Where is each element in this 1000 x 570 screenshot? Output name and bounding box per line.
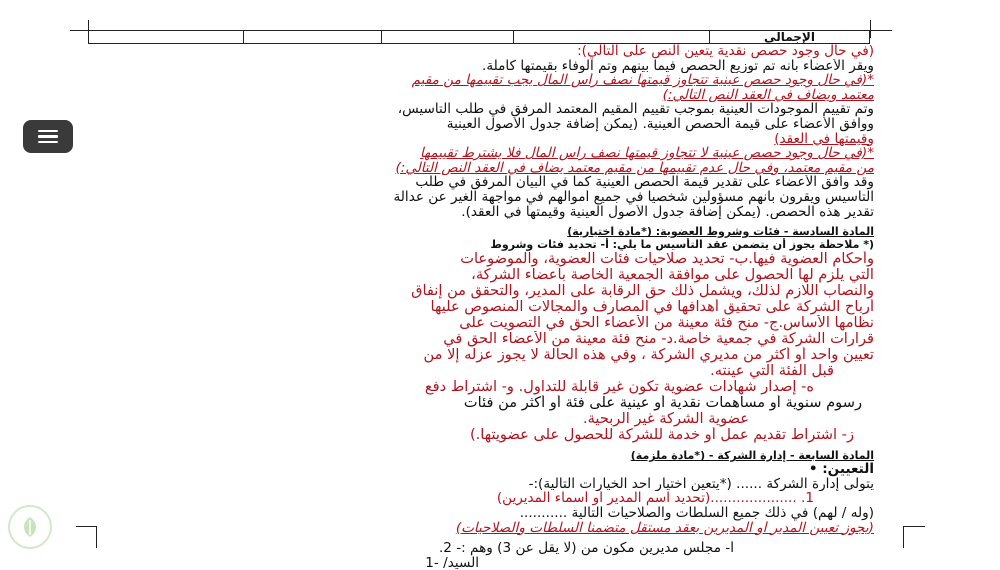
text-line: تقدير هذه الحصص. (يمكن إضافة جدول الأصول العينية وقيمتها في العقد). (461, 204, 874, 220)
text-line: (* ملاحظة يجوز أن يتضمن عقد التأسيس ما يلي: أ- تحديد فئات وشروط (490, 238, 874, 252)
text-line: أرباح الشركة على تحقيق أهدافها في المصارف والمجالات المنصوص عليها (430, 299, 874, 316)
text-line: أ- مجلس مديرين مكون من (لا يقل عن 3) وهم :- 2. (438, 541, 734, 556)
text-line: السيد/ -1 (425, 555, 479, 570)
text-line: ه- إصدار شهادات عضوية تكون غير قابلة للتداول. و- اشتراط دفع (424, 379, 814, 396)
text-line: معتمد ويضاف في العقد النص التالي:) (662, 87, 874, 103)
text-line: رسوم سنوية أو مساهمات نقدية أو عينية على فئة أو أكثر من فئات (463, 395, 862, 412)
crop-mark-bottom-left-h (76, 526, 97, 527)
text-line: ويقر الأعضاء بأنه تم توزيع الحصص فيما بينهم وتم الوفاء بقيمتها كاملة. (482, 58, 874, 74)
text-line: *(في حال وجود حصص عينية تتجاوز قيمتها نصف رأس المال يجب تقييمها من مقيم (411, 73, 874, 88)
text-line: وتم تقييم الموجودات العينية بموجب تقييم المقيم المعتمد المرفق في طلب التأسيس، (397, 102, 874, 117)
text-line: والنصاب اللازم لذلك، ويشمل ذلك حق الرقابة على المدير، والتحقق من إنفاق (411, 283, 874, 300)
document-text (104, 44, 874, 570)
text-line: التأسيس ويقرون بأنهم مسؤولين شخصيا في جميع أموالهم في مواجهة الغير عن عدالة (393, 189, 874, 205)
section-heading: المادة السابعة - إدارة الشركة - (*مادة ملزمة) (630, 449, 874, 463)
text-line: (يجوز تعيين المدير أو المديرين بعقد مستقل متضمنا السلطات والصلاحيات) (455, 520, 874, 536)
crop-mark-bottom-right-h (903, 526, 925, 527)
hamburger-menu-button[interactable] (23, 120, 73, 153)
table-cell (243, 31, 381, 43)
text-line: عضوية الشركة غير الربحية. (582, 411, 749, 428)
text-line: من مقيم معتمد، وفي حال عدم تقييمها من مقيم معتمد يضاف في العقد النص التالي:) (395, 160, 874, 176)
text-line: يتولى إدارة الشركة ...... (*يتعين اختيار احد الخيارات التالية):- (528, 476, 874, 492)
totals-table-row (88, 30, 870, 44)
text-line: التعيين: • (808, 462, 874, 477)
total-label-cell: الإجمالي (709, 31, 869, 43)
text-line: وأحكام العضوية فيها.ب- تحديد صلاحيات فئات العضوية، والموضوعات (460, 251, 874, 268)
text-line: 1. ....................(تحديد اسم المدير أو أسماء المديرين) (496, 491, 814, 506)
text-line: التي يلزم لها الحصول على موافقة الجمعية الخاصة بأعضاء الشركة، (471, 267, 874, 284)
section-heading: المادة السادسة - فئات وشروط العضوية: (*مادة اختيارية) (567, 225, 874, 239)
text-line: *(في حال وجود حصص عينية لا تتجاوز قيمتها نصف رأس المال فلا يشترط تقييمها (420, 146, 874, 161)
text-line: نظامها الأساس.ج- منح فئة معينة من الأعضاء الحق في التصويت على (459, 315, 874, 332)
crop-mark-top-right-h (870, 30, 892, 31)
crop-mark-bottom-left (96, 526, 97, 548)
hamburger-menu-icon-bar (38, 135, 58, 137)
text-line: (وله / لهم) في ذلك جميع السلطات والصلاحيات التالية ........... (519, 505, 874, 521)
text-line: ووافق الأعضاء على قيمة الحصص العينية. (يمكن إضافة جدول الأصول العينية (446, 116, 874, 132)
hamburger-menu-icon-bar (38, 141, 58, 143)
leaf-logo-icon (8, 505, 52, 549)
crop-mark-top-left-h (70, 30, 89, 31)
text-line: قبل الفئة التي عينته. (710, 363, 834, 380)
text-line: وقيمتها في العقد) (774, 131, 874, 147)
crop-mark-top-right (870, 20, 871, 38)
text-line: (في حال وجود حصص نقدية يتعين النص على التالي): (577, 44, 874, 59)
hamburger-menu-icon (38, 130, 58, 132)
table-cell (513, 31, 709, 43)
text-line: وقد وافق الأعضاء على تقدير قيمة الحصص العينية كما في البيان المرفق في طلب (415, 175, 874, 190)
table-cell (89, 31, 243, 43)
text-line: ز- اشتراط تقديم عمل أو خدمة للشركة للحصول على عضويتها.) (469, 427, 854, 444)
table-cell (381, 31, 513, 43)
crop-mark-bottom-right (903, 526, 904, 548)
text-line: قرارات الشركة في جمعية خاصة.د- منح فئة معينة من الأعضاء الحق في (443, 331, 874, 348)
text-line: تعيين واحد أو أكثر من مديري الشركة ، وفي هذه الحالة لا يجوز عزله إلا من (423, 347, 874, 364)
